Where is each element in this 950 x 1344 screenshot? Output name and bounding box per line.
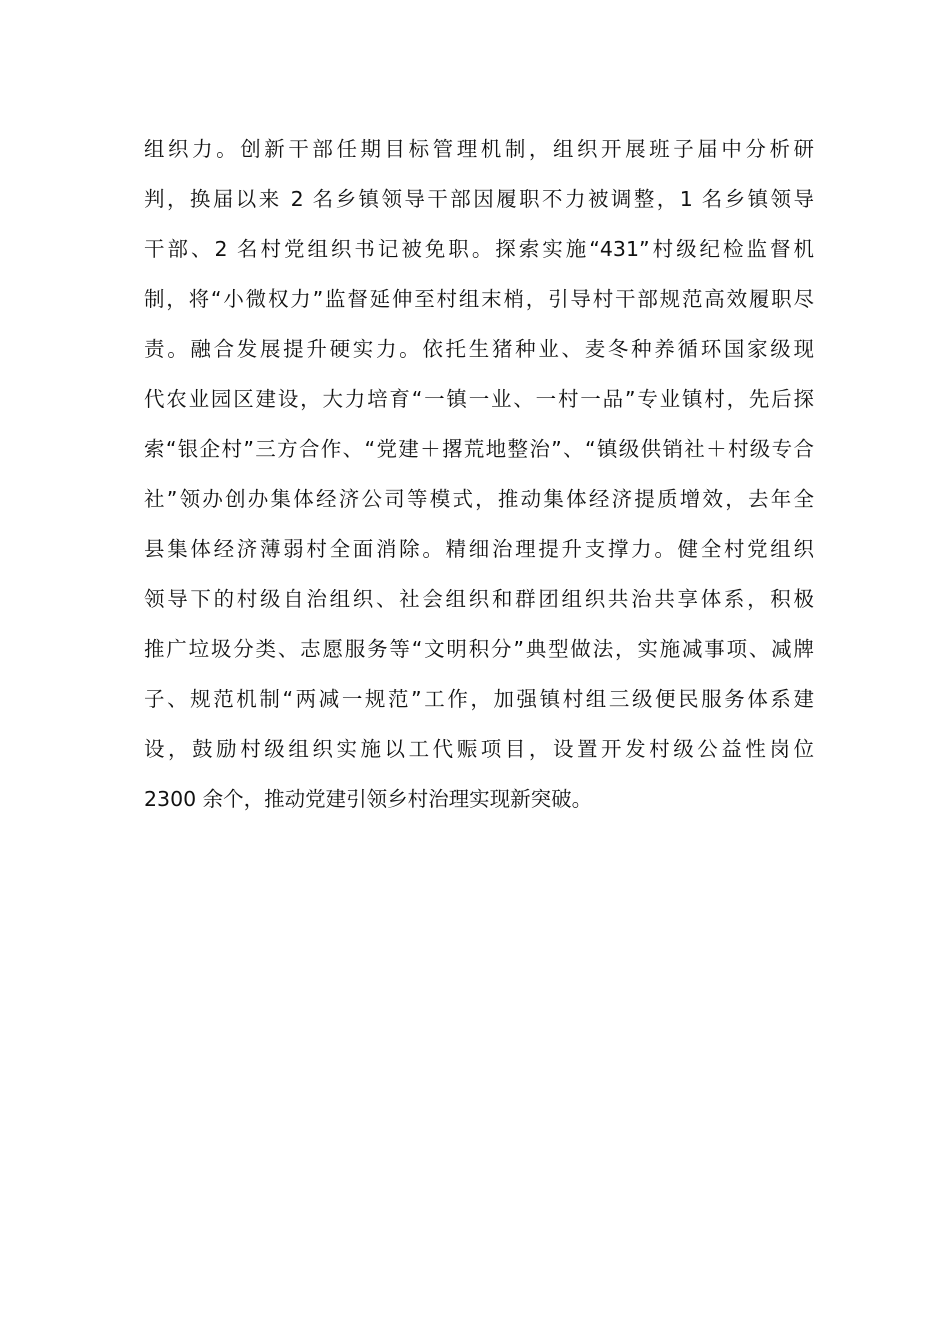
body-paragraph [144,124,814,824]
paragraph-line: 判，换届以来 2 名乡镇领导干部因履职不力被调整，1 名乡镇领导 [144,187,814,211]
paragraph-line: 责。融合发展提升硬实力。依托生猪种业、麦冬种养循环国家级现 [144,337,814,361]
paragraph-line: 社”领办创办集体经济公司等模式，推动集体经济提质增效，去年全 [144,487,814,511]
paragraph-line: 县集体经济薄弱村全面消除。精细治理提升支撑力。健全村党组织 [144,537,814,561]
paragraph-line: 领导下的村级自治组织、社会组织和群团组织共治共享体系，积极 [144,587,814,611]
paragraph-last-line: 2300 余个，推动党建引领乡村治理实现新突破。 [144,787,593,811]
paragraph-line: 干部、2 名村党组织书记被免职。探索实施“431”村级纪检监督机 [144,237,814,261]
paragraph-line: 代农业园区建设，大力培育“一镇一业、一村一品”专业镇村，先后探 [144,387,814,411]
paragraph-line: 设，鼓励村级组织实施以工代赈项目，设置开发村级公益性岗位 [144,737,814,761]
paragraph-line: 子、规范机制“两减一规范”工作，加强镇村组三级便民服务体系建 [144,687,814,711]
paragraph-line: 制，将“小微权力”监督延伸至村组末梢，引导村干部规范高效履职尽 [144,287,814,311]
paragraph-line: 索“银企村”三方合作、“党建＋撂荒地整治”、“镇级供销社＋村级专合 [144,437,814,461]
paragraph-line: 推广垃圾分类、志愿服务等“文明积分”典型做法，实施减事项、减牌 [144,637,814,661]
paragraph-line: 组织力。创新干部任期目标管理机制，组织开展班子届中分析研 [144,137,814,161]
